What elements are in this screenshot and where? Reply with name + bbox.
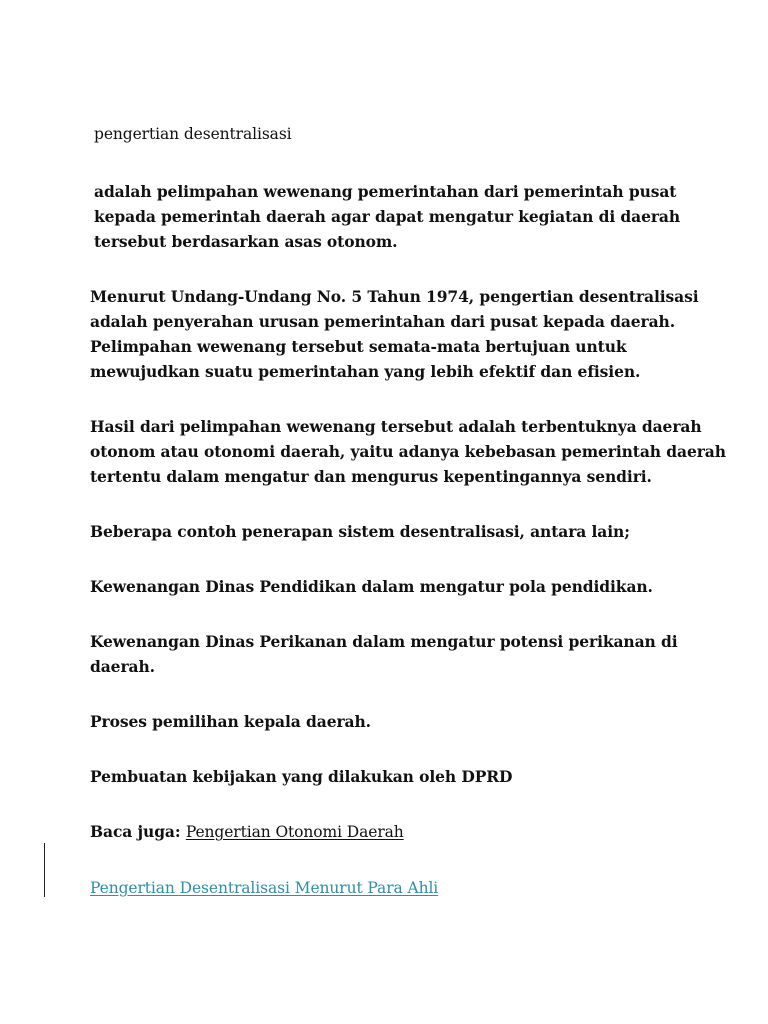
see-also-label: Baca juga: [90, 822, 181, 841]
see-also-line [90, 819, 730, 845]
paragraph-examples-intro: Beberapa contoh penerapan sistem desentralisasi, antara lain; [90, 522, 630, 541]
example-fisheries: Kewenangan Dinas Perikanan dalam mengatur potensi perikanan di daerah. [90, 632, 678, 676]
otonomi-daerah-link[interactable]: Pengertian Otonomi Daerah [185, 823, 404, 841]
document-page [90, 122, 730, 931]
example-policy: Pembuatan kebijakan yang dilakukan oleh DPRD [90, 767, 513, 786]
desentralisasi-para-ahli-link[interactable]: Pengertian Desentralisasi Menurut Para Ahli [90, 879, 439, 897]
expert-link-line [90, 875, 730, 901]
margin-bar [44, 843, 45, 897]
paragraph-law: Menurut Undang-Undang No. 5 Tahun 1974, pengertian desentralisasi adalah penyerahan urusan pemerintahan dari pusat kepada daerah. Pelimpahan wewenang tersebut semata-mata bertujuan untuk mewujudkan suatu pemerintahan yang lebih efektif dan efisien. [90, 287, 699, 381]
example-election: Proses pemilihan kepala daerah. [90, 712, 371, 731]
paragraph-definition: adalah pelimpahan wewenang pemerintahan dari pemerintah pusat kepada pemerintah daerah agar dapat mengatur kegiatan di daerah tersebut berdasarkan asas otonom. [94, 182, 681, 251]
paragraph-result: Hasil dari pelimpahan wewenang tersebut adalah terbentuknya daerah otonom atau otonomi daerah, yaitu adanya kebebasan pemerintah daerah tertentu dalam mengatur dan mengurus kepentingannya sendiri. [90, 417, 726, 486]
document-title: pengertian desentralisasi [94, 125, 292, 143]
example-education: Kewenangan Dinas Pendidikan dalam mengatur pola pendidikan. [90, 577, 653, 596]
